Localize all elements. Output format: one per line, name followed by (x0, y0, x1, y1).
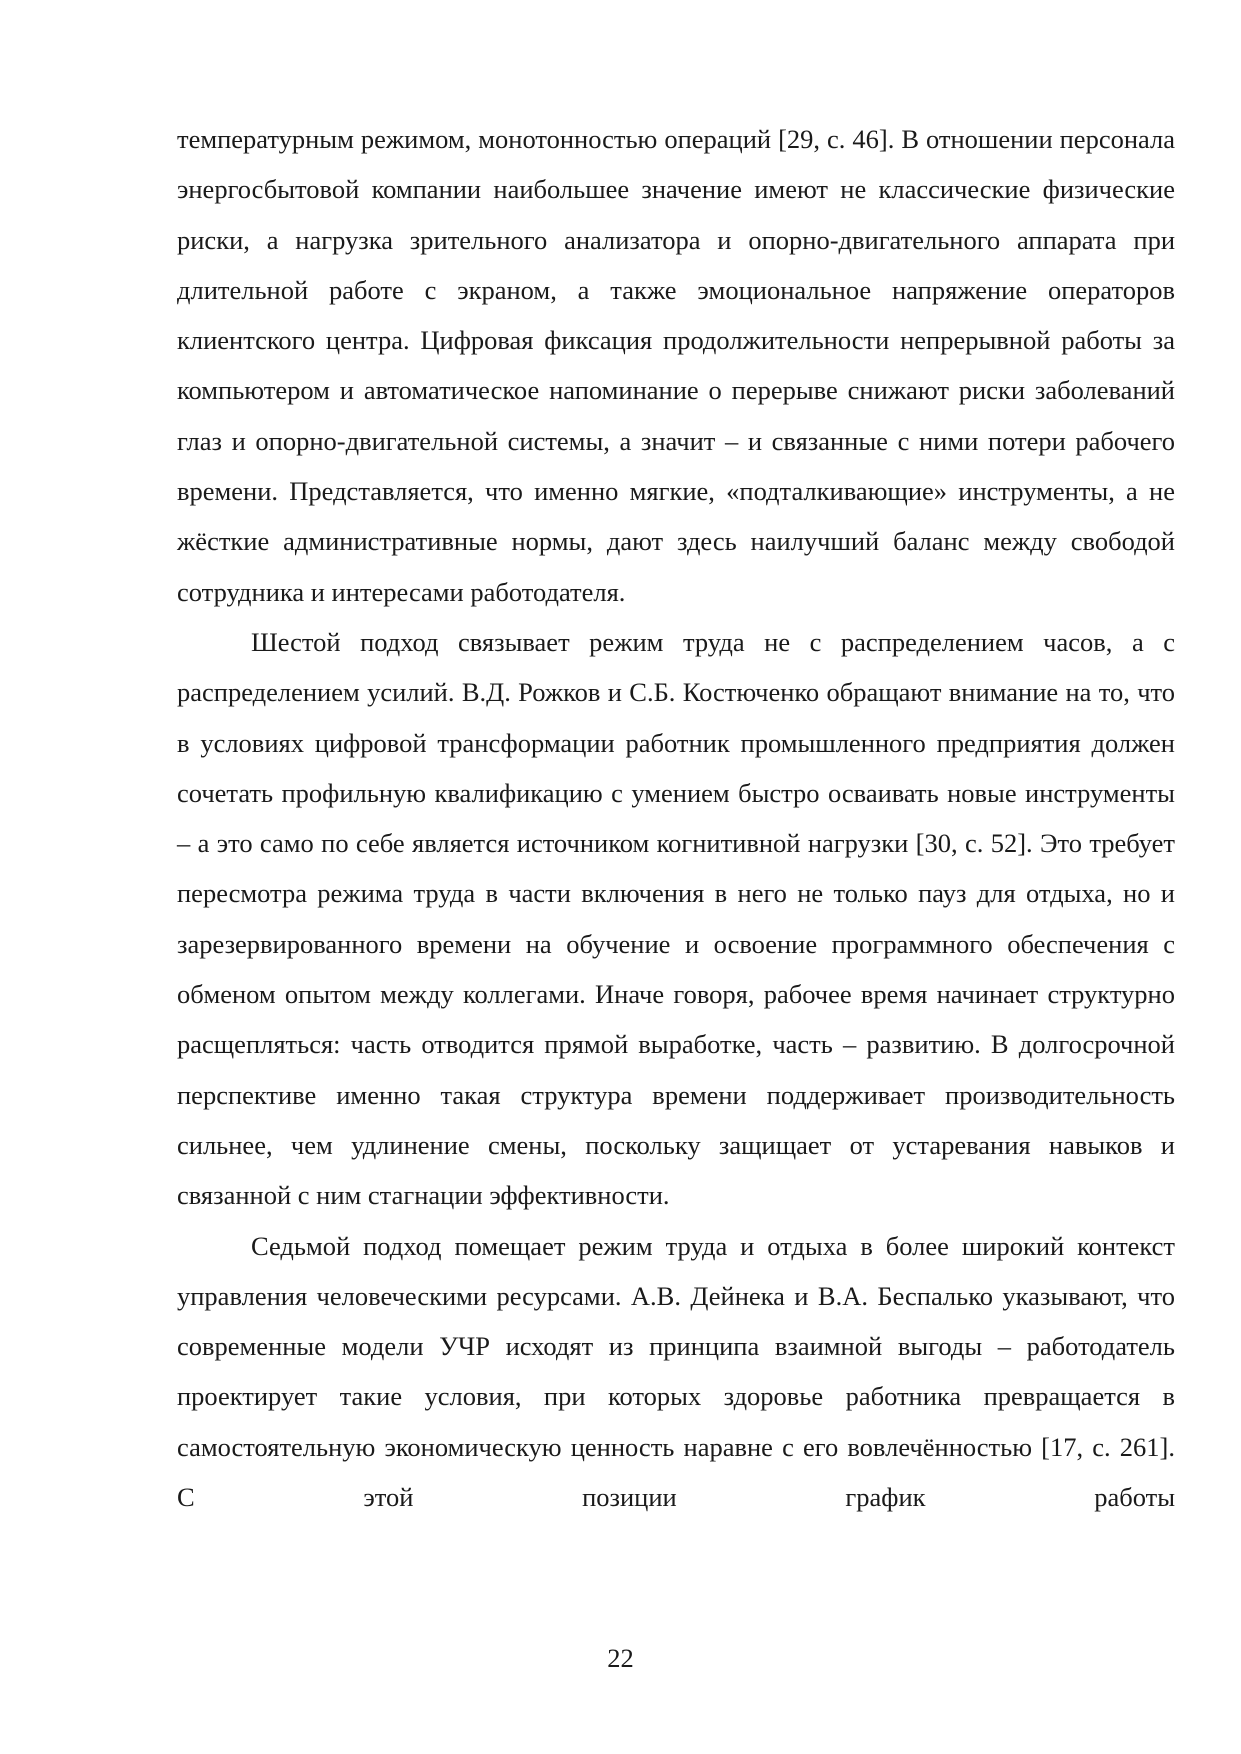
paragraph-seventh-approach: Седьмой подход помещает режим труда и отдыха в более широкий контекст управления человеческими ресурсами. А.В. Дейнека и В.А. Беспалько указывают, что современные модели УЧР исходят из принципа взаимной выгоды – работодатель проектирует такие условия, при которых здоровье работника превращается в самостоятельную экономическую ценность наравне с его вовлечённостью [17, с. 261]. С этой позиции график работы (177, 1230, 1175, 1513)
paragraph-continuation: температурным режимом, монотонностью операций [29, с. 46]. В отношении персонала энергосбытовой компании наибольшее значение имеют не классические физические риски, а нагрузка зрительного анализатора и опорно-двигательного аппарата при длительной работе с экраном, а также эмоциональное напряжение операторов клиентского центра. Цифровая фиксация продолжительности непрерывной работы за компьютером и автоматическое напоминание о перерыве снижают риски заболеваний глаз и опорно-двигательной системы, а значит – и связанные с ними потери рабочего времени. Представляется, что именно мягкие, «подталкивающие» инструменты, а не жёсткие административные нормы, дают здесь наилучший баланс между свободой сотрудника и интересами работодателя. (177, 124, 1175, 607)
page-number: 22 (607, 1643, 634, 1673)
paragraph-sixth-approach: Шестой подход связывает режим труда не с распределением часов, а с распределением усилий. В.Д. Рожков и С.Б. Костюченко обращают внимание на то, что в условиях цифровой трансформации работник промышленного предприятия должен сочетать профильную квалификацию с умением быстро осваивать новые инструменты – а это само по себе является источником когнитивной нагрузки [30, с. 52]. Это требует пересмотра режима труда в части включения в него не только пауз для отдыха, но и зарезервированного времени на обучение и освоение программного обеспечения с обменом опытом между коллегами. Иначе говоря, рабочее время начинает структурно расщепляться: часть отводится прямой выработке, часть – развитию. В долгосрочной перспективе именно такая структура времени поддерживает производительность сильнее, чем удлинение смены, поскольку защищает от устаревания навыков и связанной с ним стагнации эффективности. (177, 626, 1175, 1211)
body-text (177, 114, 1175, 1522)
